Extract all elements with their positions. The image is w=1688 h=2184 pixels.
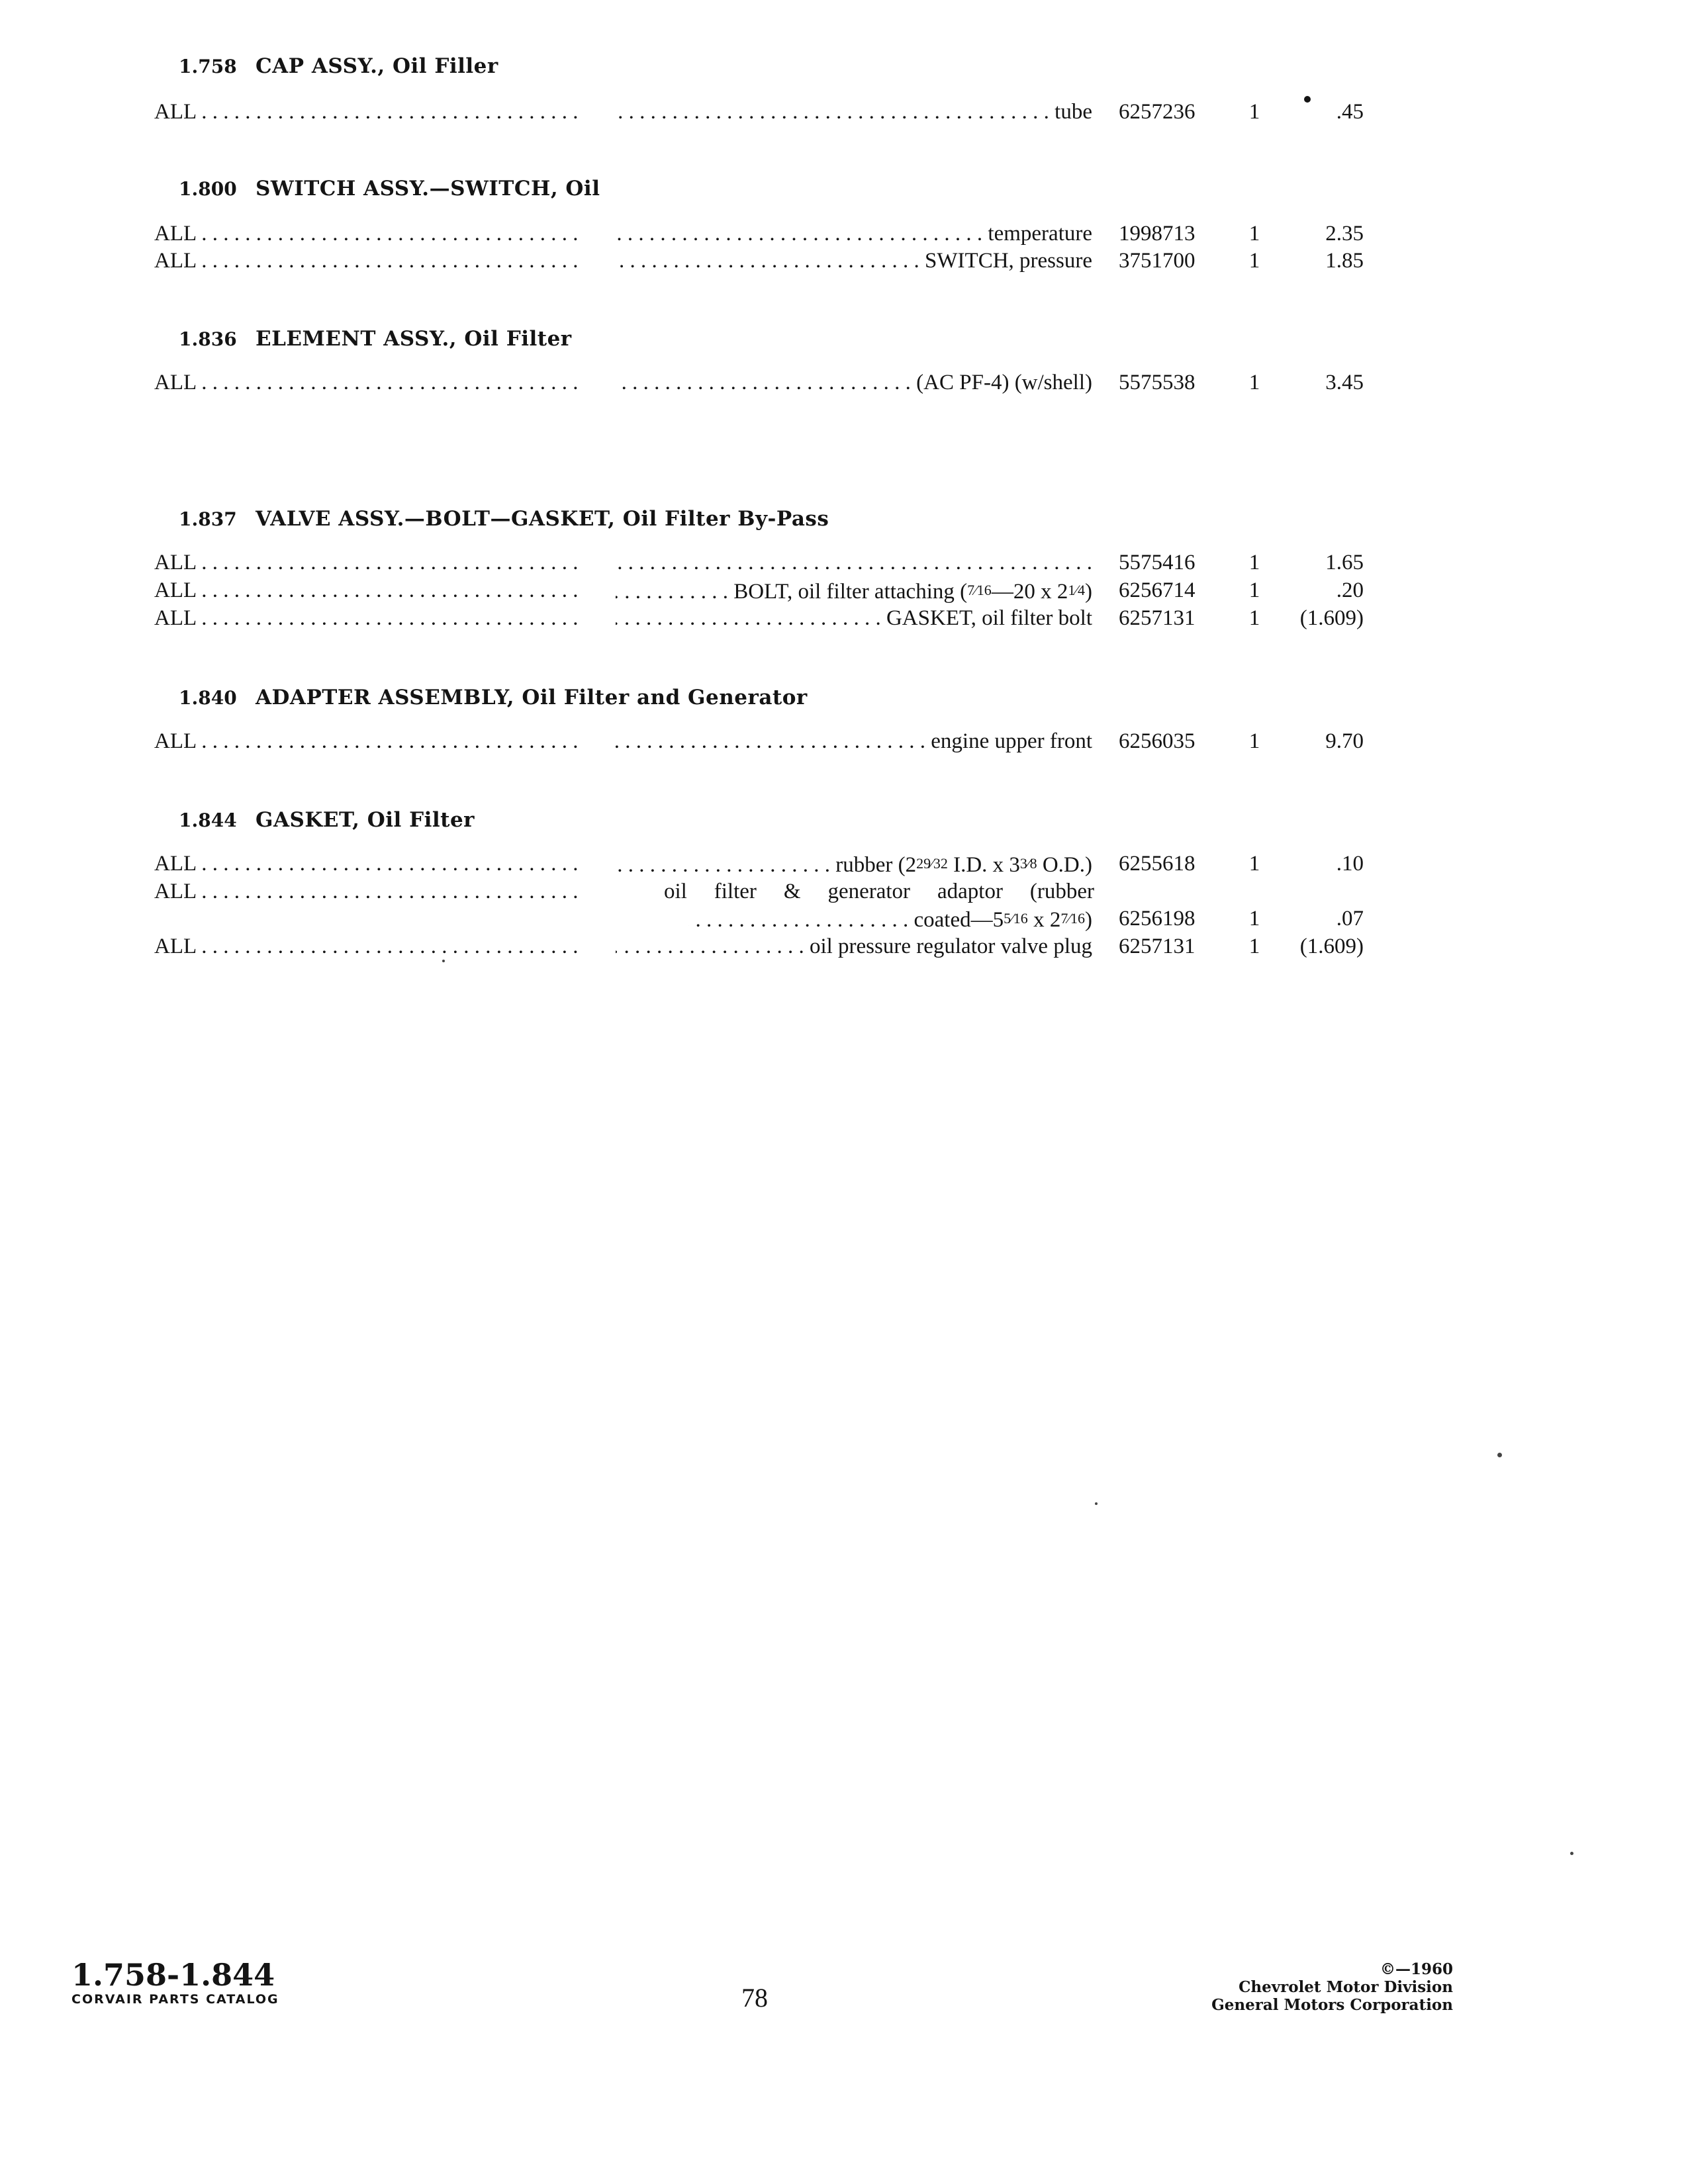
- section-number: 1.836: [179, 328, 237, 350]
- section-title: GASKET, Oil Filter: [256, 808, 475, 832]
- quantity-cell: 1: [1248, 100, 1260, 124]
- model-cell: ALL . . .: [154, 548, 578, 577]
- model-cell: ALL . . .: [154, 97, 578, 126]
- parts-row: [0, 877, 1688, 906]
- part-number-cell: 6255618: [1119, 852, 1196, 876]
- quantity-cell: 1: [1248, 371, 1260, 394]
- description-cell: oil pressure regulator valve plug . . .: [616, 932, 1092, 961]
- model-cell: ALL . . .: [154, 219, 578, 248]
- price-cell: 3.45: [1325, 371, 1364, 394]
- part-number-cell: 6257131: [1119, 606, 1196, 630]
- section-heading: [179, 683, 808, 712]
- description-cell: oil filter & generator adaptor (rubber: [664, 880, 1094, 903]
- price-cell: (1.609): [1299, 606, 1364, 630]
- price-cell: .20: [1336, 578, 1364, 602]
- section-title: VALVE ASSY.—BOLT—GASKET, Oil Filter By-Pass: [256, 507, 829, 531]
- model-cell: ALL . . .: [154, 849, 578, 878]
- price-cell: 1.65: [1325, 551, 1364, 574]
- price-cell: .10: [1336, 852, 1364, 876]
- quantity-cell: 1: [1248, 606, 1260, 630]
- description-cell: SWITCH, pressure . . .: [616, 246, 1092, 275]
- quantity-cell: 1: [1248, 729, 1260, 753]
- part-number-cell: 6256035: [1119, 729, 1196, 753]
- section-heading: [179, 174, 600, 203]
- price-cell: (1.609): [1299, 934, 1364, 958]
- section-title: ADAPTER ASSEMBLY, Oil Filter and Generator: [256, 686, 808, 709]
- part-number-cell: 6257236: [1119, 100, 1196, 124]
- section-heading: [179, 52, 498, 81]
- model-cell: ALL . . .: [154, 246, 578, 275]
- model-cell: ALL . . .: [154, 576, 578, 605]
- scan-speck: [1497, 1453, 1502, 1457]
- description-cell: temperature . . .: [616, 219, 1092, 248]
- price-cell: .45: [1336, 100, 1364, 124]
- parts-row: [0, 727, 1688, 756]
- parts-row: [0, 932, 1688, 961]
- section-number: 1.840: [179, 687, 237, 709]
- quantity-cell: 1: [1248, 249, 1260, 273]
- parts-row: [0, 904, 1688, 933]
- price-cell: 2.35: [1325, 222, 1364, 246]
- copyright-line: ©—1960: [1380, 1960, 1453, 1978]
- description-cell: engine upper front . . .: [616, 727, 1092, 756]
- quantity-cell: 1: [1248, 578, 1260, 602]
- description-cell: tube . . .: [616, 97, 1092, 126]
- parts-row: [0, 97, 1688, 126]
- parts-row: [0, 368, 1688, 397]
- description-cell: GASKET, oil filter bolt . . .: [616, 604, 1092, 633]
- scan-speck: [1570, 1852, 1573, 1855]
- description-cell: [616, 548, 1092, 577]
- part-number-cell: 5575416: [1119, 551, 1196, 574]
- footer-catalog-name: CORVAIR PARTS CATALOG: [71, 1992, 279, 2007]
- model-cell: ALL . . .: [154, 727, 578, 756]
- parts-row: [0, 246, 1688, 275]
- price-cell: .07: [1336, 907, 1364, 931]
- part-number-cell: 5575538: [1119, 371, 1196, 394]
- corporation-line: General Motors Corporation: [1211, 1996, 1453, 2014]
- part-number-cell: 6256714: [1119, 578, 1196, 602]
- description-cell: (AC PF-4) (w/shell) . . .: [616, 368, 1092, 397]
- scan-speck: [442, 960, 445, 962]
- quantity-cell: 1: [1248, 551, 1260, 574]
- model-cell: ALL . . .: [154, 877, 578, 906]
- parts-row: [0, 548, 1688, 577]
- parts-row: [0, 219, 1688, 248]
- description-cell: coated—55⁄16 x 27⁄16) . . .: [688, 904, 1092, 934]
- page-number: 78: [741, 1983, 768, 2013]
- division-line: Chevrolet Motor Division: [1239, 1978, 1453, 1996]
- section-title: ELEMENT ASSY., Oil Filter: [256, 327, 572, 351]
- quantity-cell: 1: [1248, 934, 1260, 958]
- bullet-mark: [1304, 96, 1311, 103]
- scan-speck: [1095, 1502, 1098, 1505]
- price-cell: 1.85: [1325, 249, 1364, 273]
- quantity-cell: 1: [1248, 222, 1260, 246]
- parts-row: [0, 576, 1688, 605]
- parts-row: [0, 604, 1688, 633]
- part-number-cell: 1998713: [1119, 222, 1196, 246]
- section-number: 1.800: [179, 178, 237, 200]
- model-cell: ALL . . .: [154, 932, 578, 961]
- section-heading: [179, 504, 829, 533]
- section-heading: [179, 805, 475, 835]
- parts-row: [0, 849, 1688, 878]
- price-cell: 9.70: [1325, 729, 1364, 753]
- section-number: 1.758: [179, 56, 237, 77]
- section-number: 1.844: [179, 809, 237, 831]
- model-cell: ALL . . .: [154, 604, 578, 633]
- part-number-cell: 6257131: [1119, 934, 1196, 958]
- quantity-cell: 1: [1248, 852, 1260, 876]
- part-number-cell: 6256198: [1119, 907, 1196, 931]
- part-number-cell: 3751700: [1119, 249, 1196, 273]
- footer-copyright-block: [1056, 1960, 1453, 2014]
- section-title: SWITCH ASSY.—SWITCH, Oil: [256, 177, 600, 201]
- description-cell: BOLT, oil filter attaching (7⁄16—20 x 21⁄4) . . .: [616, 576, 1092, 606]
- footer-section-range: 1.758-1.844: [71, 1957, 275, 1993]
- model-cell: ALL . . .: [154, 368, 578, 397]
- section-title: CAP ASSY., Oil Filler: [256, 54, 498, 78]
- quantity-cell: 1: [1248, 907, 1260, 931]
- section-number: 1.837: [179, 508, 237, 530]
- description-cell: rubber (229⁄32 I.D. x 33⁄8 O.D.) . . .: [616, 849, 1092, 880]
- section-heading: [179, 324, 572, 353]
